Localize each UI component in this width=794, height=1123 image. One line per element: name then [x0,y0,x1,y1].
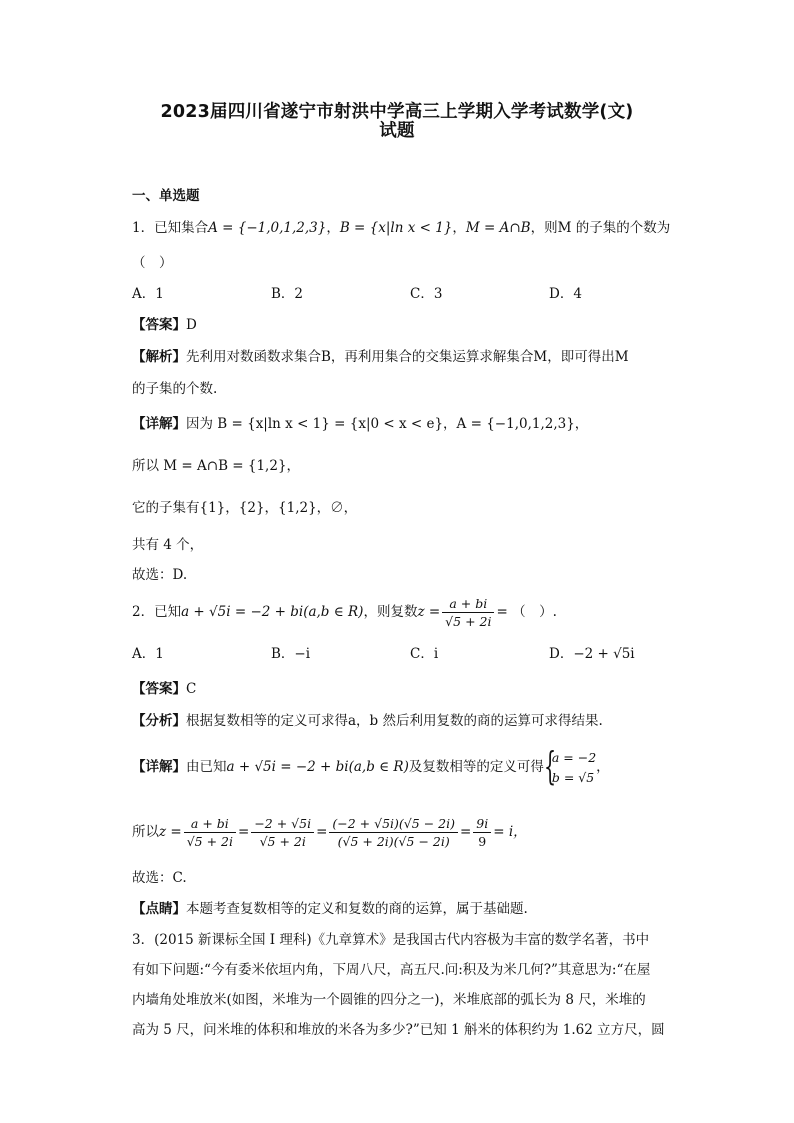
doc-title-line2: 试题 [379,121,415,141]
q2-f3-num: (−2 + √5i)(√5 − 2i) [329,815,458,833]
q2-z-lhs: z = [417,604,441,620]
q2-answer-value: C [186,681,197,697]
q2-frac-den: √5 + 2i [445,614,492,629]
q2-option-b: B．−i [271,646,311,662]
q2-f1-den: √5 + 2i [186,834,234,849]
q2-stem [132,594,557,630]
q2-analysis-text: 根据复数相等的定义可求得a，b 然后利用复数的商的运算可求得结果. [186,713,603,729]
q2-stem-fraction [442,595,494,630]
system-brace: { [543,743,556,788]
q2-comment-text: 本题考查复数相等的定义和复数的商的运算，属于基础题. [186,901,528,917]
q1-option-b: B．2 [271,286,304,302]
q2-option-a: A．1 [132,646,164,662]
q1-stem-post: ，则M 的子集的个数为 [530,220,671,236]
q1-answer [132,315,197,335]
q1-option-c: C．3 [410,286,443,302]
q2-detail-mid: 及复数相等的定义可得 [408,759,544,775]
q1-stem: 1．已知集合A = {−1,0,1,2,3}，B = {x|ln x < 1}，M = A∩B，则M 的子集的个数为 [132,220,671,236]
q2-stem-mid: ，则复数 [363,604,418,620]
q2-fraction-2 [251,815,314,850]
q2-answer [132,679,196,699]
q1-answer-tag: 【答案】 [132,317,186,333]
q1-detail-line2: 所以 M = A∩B = {1,2}， [132,458,301,474]
q2-detail-line1 [132,745,610,789]
q2-analysis [132,711,603,731]
q3-line3: 内墙角处堆放米(如图，米堆为一个圆锥的四分之一)，米堆底部的弧长为 8 尺，米堆的 [132,992,646,1008]
q1-set-a: A = {−1,0,1,2,3} [208,220,327,236]
q1-analysis-tag: 【解析】 [132,349,186,365]
q1-stem-pre: 1．已知集合 [132,220,209,236]
q2-fraction-4 [473,815,491,850]
q2-f2-num: −2 + √5i [251,815,314,833]
q2-sys-row1: a = −2 [551,749,597,765]
section-heading: 一、单选题 [132,188,200,204]
q2-comment-tag: 【点睛】 [132,901,186,917]
q1-set-b: B = {x|ln x < 1} [339,220,453,236]
q3-line2: 有如下问题:“今有委米依垣内角，下周八尺，高五尺.问:积及为米几何?”其意思为:“在屋 [132,962,651,978]
q2-option-d: D．−2 + √5i [549,646,635,662]
q1-detail-line5: 故选：D. [132,567,188,583]
q2-stem-post: = （ ）. [496,604,557,620]
q1-analysis-text1: 先利用对数函数求集合B，再利用集合的交集运算求解集合M，即可得出M [186,349,629,365]
q2-detail2-post: = i， [493,824,527,840]
q2-frac-num: a + bi [442,595,494,613]
q1-detail-line3: 它的子集有{1}，{2}，{1,2}，∅， [132,500,358,516]
q2-sys-row2: b = √5 [551,769,595,785]
q3-line4: 高为 5 尺，问米堆的体积和堆放的米各为多少?”已知 1 斛米的体积约为 1.62 立方尺，圆 [132,1022,665,1038]
q1-answer-value: D [186,317,197,333]
q2-detail-pre: 由已知 [186,759,227,775]
q2-detail2-pre: 所以 [132,824,159,840]
q1-detail-line4: 共有 4 个， [132,537,204,553]
q2-equation-system [543,743,597,788]
q2-analysis-tag: 【分析】 [132,713,186,729]
q2-f4-num: 9i [473,815,491,833]
q2-f1-num: a + bi [184,815,236,833]
q1-set-m: M = A∩B [465,220,531,236]
q2-detail-line2: 所以z = $\frac{a + bi}{√5 + 2i}$ = $\frac{-2 + √5i}{√5 + 2i}$ = $\frac{(-2 + √5i)(√5 - 2i)}{(√5 + 2i)(√5 - 2i)}$ = $\frac{9i}{9}$ = i， [132,816,527,849]
q2-detail-eq: a + √5i = −2 + bi(a,b ∈ R) [226,759,409,775]
q2-f2-den: √5 + 2i [259,834,306,849]
q2-f4-den: 9 [478,834,487,849]
q2-fraction-3 [329,815,458,850]
q2-detail-tag: 【详解】 [132,759,186,775]
q2-comment [132,899,528,919]
q1-analysis-line2: 的子集的个数. [132,381,218,397]
q1-analysis-line1 [132,347,629,367]
q2-fraction-1 [184,815,236,850]
q2-f3-den: (√5 + 2i)(√5 − 2i) [337,834,450,849]
q2-option-c: C．i [410,646,439,662]
q2-detail-line3: 故选：C. [132,870,187,886]
q1-detail-line1 [132,414,588,434]
doc-title-line1: 2023届四川省遂宁市射洪中学高三上学期入学考试数学(文) [160,102,634,122]
q1-option-a: A．1 [132,286,164,302]
q1-option-d: D．4 [549,286,582,302]
q2-stem-pre: 2．已知 [132,604,182,620]
q1-paren: （ ） [132,255,173,271]
q2-detail-post: ， [596,759,610,775]
q2-stem-eq: a + √5i = −2 + bi(a,b ∈ R) [181,604,364,620]
q2-answer-tag: 【答案】 [132,681,186,697]
q1-detail-text1: 因为 B = {x|ln x < 1} = {x|0 < x < e}，A = {−1,0,1,2,3}， [186,416,589,432]
q3-line1: 3．(2015 新课标全国 I 理科)《九章算术》是我国古代内容极为丰富的数学名著，书中 [132,932,650,948]
q1-detail-tag: 【详解】 [132,416,186,432]
